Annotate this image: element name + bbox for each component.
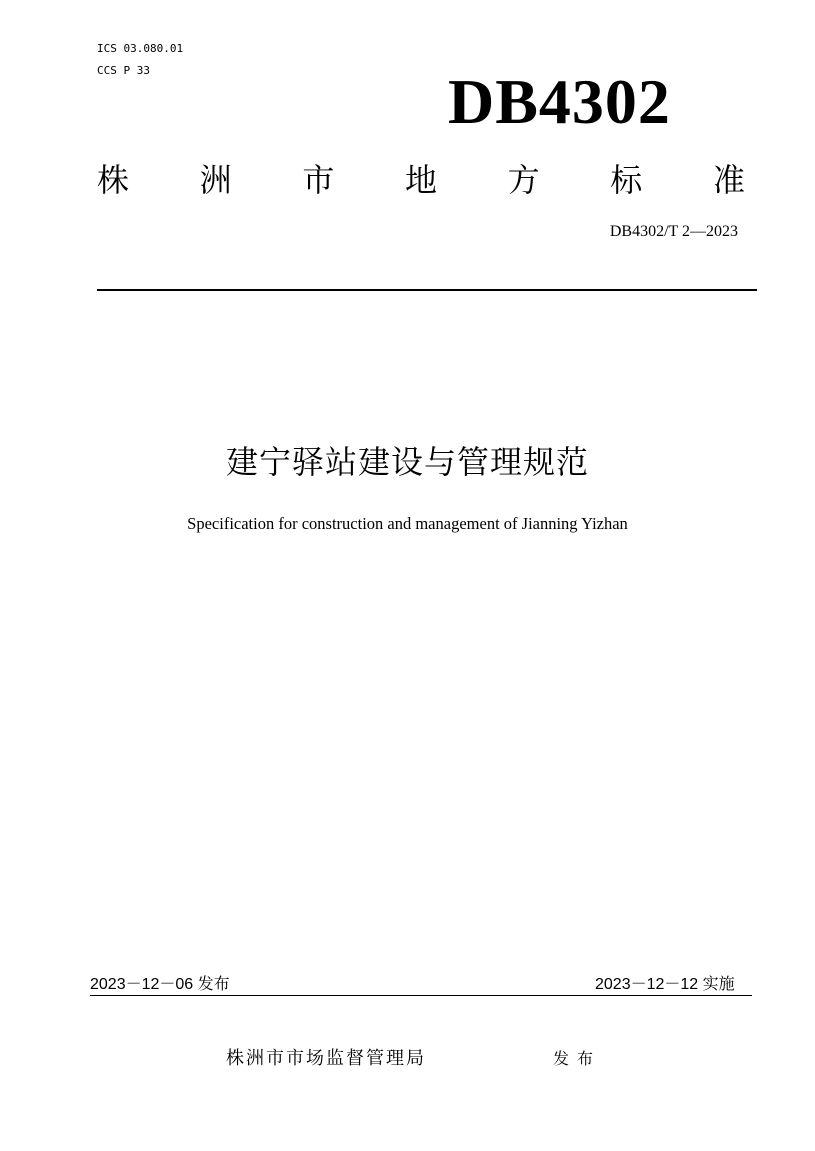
standard-type-char: 标: [610, 161, 643, 199]
footer-divider: [90, 995, 752, 996]
document-title-chinese: 建宁驿站建设与管理规范: [225, 443, 589, 481]
document-title-english: Specification for construction and management of Jianning Yizhan: [187, 514, 628, 533]
ccs-code: CCS P 33: [97, 64, 150, 77]
standard-type-char: 株: [97, 161, 130, 199]
header-divider: [97, 289, 757, 291]
ics-code: ICS 03.080.01: [97, 42, 184, 55]
standard-type-char: 洲: [199, 161, 232, 199]
standard-number: DB4302/T 2—2023: [609, 223, 738, 240]
standard-type-char: 准: [712, 161, 745, 199]
standard-type-char: 地: [404, 161, 437, 199]
issuing-authority: 株洲市市场监督管理局: [226, 1048, 426, 1069]
implement-date: 2023－12－12 实施: [595, 976, 735, 993]
issue-label: 发布: [553, 1049, 602, 1068]
publish-date: 2023－12－06 发布: [90, 976, 230, 993]
standard-type-char: 方: [507, 161, 540, 199]
standard-type-char: 市: [302, 161, 335, 199]
standard-code: DB4302: [448, 66, 671, 137]
standard-type: [97, 160, 745, 200]
